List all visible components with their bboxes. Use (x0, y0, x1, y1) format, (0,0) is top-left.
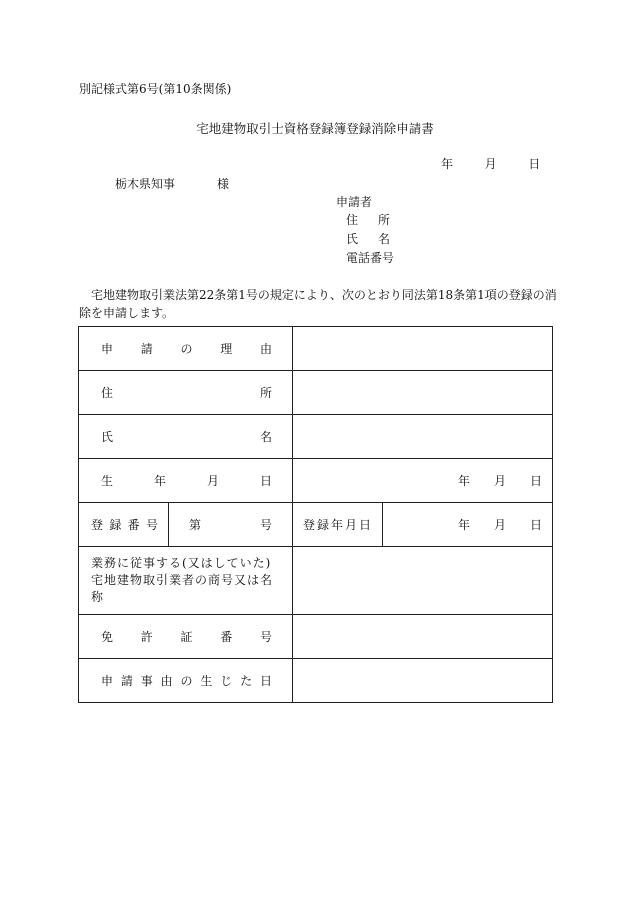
applicant-phone-label: 電話番号 (346, 251, 395, 265)
event-date-value[interactable] (293, 659, 553, 703)
addressee-honorific: 様 (217, 177, 230, 191)
addressee (115, 175, 229, 192)
address-label: 住 所 (79, 371, 293, 415)
address-value[interactable] (293, 371, 553, 415)
row-event-date (79, 659, 553, 703)
registration-number-value[interactable]: 第 号 (169, 503, 293, 547)
row-name (79, 415, 553, 459)
registration-number-label: 登 録 番 号 (79, 503, 169, 547)
date-year-label: 年 (441, 157, 454, 171)
applicant-name-label: 氏 名 (346, 232, 391, 246)
license-number-label: 免 許 証 番 号 (79, 615, 293, 659)
name-value[interactable] (293, 415, 553, 459)
intro-text: 宅地建物取引業法第22条第1号の規定により、次のとおり同法第18条第1項の登録の消除を申請します。 (79, 288, 557, 320)
date-month-label: 月 (484, 157, 497, 171)
event-date-label: 申 請 事 由 の 生 じ た 日 (79, 659, 293, 703)
name-label: 氏 名 (79, 415, 293, 459)
employer-label: 業務に従事する(又はしていた) 宅地建物取引業者の商号又は名称 (79, 547, 293, 615)
date-day-label: 日 (528, 157, 541, 171)
row-birthdate (79, 459, 553, 503)
license-number-value[interactable] (293, 615, 553, 659)
form-number: 別記様式第6号(第10条関係) (79, 82, 232, 96)
date-line (441, 155, 540, 172)
row-reason (79, 327, 553, 371)
reason-label: 申 請 の 理 由 (79, 327, 293, 371)
applicant-heading: 申請者 (336, 195, 373, 209)
addressee-name: 栃木県知事 (115, 177, 176, 191)
registration-date-value[interactable]: 年 月 日 (383, 503, 553, 547)
row-registration (79, 503, 553, 547)
row-employer (79, 547, 553, 615)
row-address (79, 371, 553, 415)
application-table (78, 326, 553, 703)
document-title: 宅地建物取引士資格登録簿登録消除申請書 (196, 121, 434, 136)
registration-date-label: 登録年月日 (293, 503, 383, 547)
birthdate-value[interactable]: 年 月 日 (293, 459, 553, 503)
reason-value[interactable] (293, 327, 553, 371)
employer-value[interactable] (293, 547, 553, 615)
applicant-address-label: 住 所 (346, 213, 391, 227)
birthdate-label: 生 年 月 日 (79, 459, 293, 503)
row-license (79, 615, 553, 659)
